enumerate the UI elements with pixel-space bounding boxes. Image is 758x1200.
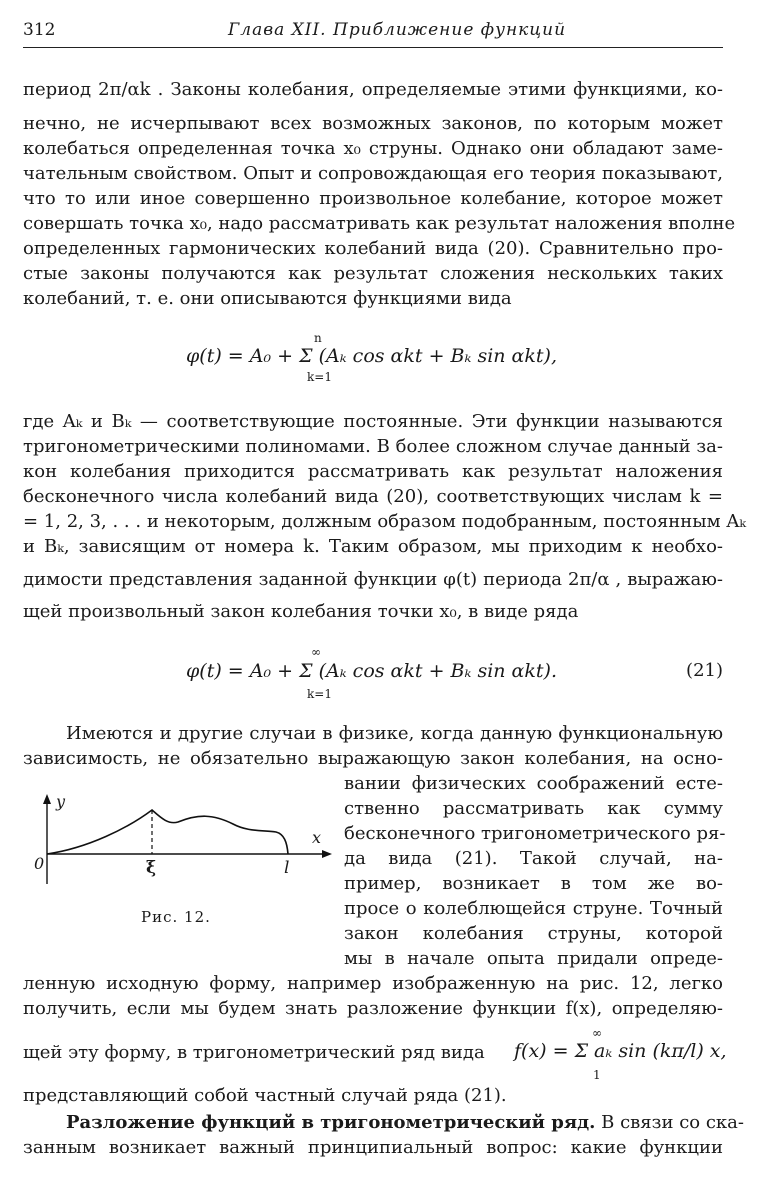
origin-label: 0 xyxy=(34,854,45,873)
text-line: представляющий собой частный случай ряда (21). xyxy=(23,1085,507,1106)
text-line: бесконечного тригонометрического ря- xyxy=(344,823,726,844)
y-axis-label: y xyxy=(56,792,66,811)
text-line: вании физических соображений есте- xyxy=(344,773,723,794)
text-line: получить, если мы будем знать разложение функции f(x), определяю- xyxy=(23,998,723,1019)
sum-upper-limit: n xyxy=(314,331,322,345)
text-line: зависимость, не обязательно выражающую закон колебания, на осно- xyxy=(23,748,723,769)
text-line: колебаться определенная точка x₀ струны. Однако они обладают заме- xyxy=(23,138,723,159)
header-rule xyxy=(23,47,723,48)
formula-text: φ(t) = A₀ + Σ (Aₖ cos αkt + Bₖ sin αkt), xyxy=(186,345,557,367)
xi-label: ξ xyxy=(146,858,157,878)
text-line: нечно, не исчерпывают всех возможных законов, по которым может xyxy=(23,113,723,134)
text-line: димости представления заданной функции φ(t) периода 2π/α , выражаю- xyxy=(23,569,723,590)
text-line: = 1, 2, 3, . . . и некоторым, должным образом подобранным, постоянным Aₖ xyxy=(23,511,746,532)
text-line: что то или иное совершенно произвольное колебание, которое может xyxy=(23,188,723,209)
sum-upper-limit: ∞ xyxy=(311,645,321,659)
figure-caption: Рис. 12. xyxy=(141,908,211,926)
text-line: да вида (21). Такой случай, на- xyxy=(344,848,723,869)
text-line: чательным свойством. Опыт и сопровождающая его теория показывают, xyxy=(23,163,723,184)
section-heading: Разложение функций в тригонометрический ряд. xyxy=(66,1112,596,1133)
x-axis-label: x xyxy=(312,828,322,847)
text-line: совершать точка x₀, надо рассматривать как результат наложения вполне xyxy=(23,213,736,234)
text-line: кон колебания приходится рассматривать как результат наложения xyxy=(23,461,723,482)
sum-lower-limit: k=1 xyxy=(307,687,332,701)
text-line: ленную исходную форму, например изображенную на рис. 12, легко xyxy=(23,973,723,994)
l-label: l xyxy=(284,858,290,878)
text-line: ственно рассматривать как сумму xyxy=(344,798,723,819)
formula-text: φ(t) = A₀ + Σ (Aₖ cos αkt + Bₖ sin αkt). xyxy=(186,660,557,682)
text-line: колебаний, т. е. они описываются функциями вида xyxy=(23,288,512,309)
text-line: закон колебания струны, которой xyxy=(344,923,723,944)
text-line: определенных гармонических колебаний вида (20). Сравнительно про- xyxy=(23,238,723,259)
sum-lower-limit: k=1 xyxy=(307,370,332,384)
equation-number: (21) xyxy=(686,660,723,681)
text-line: щей эту форму, в тригонометрический ряд вида xyxy=(23,1042,485,1063)
string-shape-graph xyxy=(28,792,338,892)
text-line: щей произвольный закон колебания точки x₀, в виде ряда xyxy=(23,601,579,622)
inline-formula: f(x) = Σ aₖ sin (kπ/l) x, xyxy=(514,1040,727,1062)
text-line: где Aₖ и Bₖ — соответствующие постоянные. Эти функции называются xyxy=(23,411,723,432)
page-number: 312 xyxy=(23,20,56,40)
text-line: Разложение функций в тригонометрический ряд. В связи со ска- xyxy=(66,1112,744,1133)
text-line: мы в начале опыта придали опреде- xyxy=(344,948,723,969)
sum-lower-limit: 1 xyxy=(593,1068,601,1082)
text-line: тригонометрическими полиномами. В более сложном случае данный за- xyxy=(23,436,723,457)
sum-upper-limit: ∞ xyxy=(592,1026,602,1040)
text-line: занным возникает важный принципиальный вопрос: какие функции xyxy=(23,1137,723,1158)
text-line: просе о колеблющейся струне. Точный xyxy=(344,898,723,919)
text-line: бесконечного числа колебаний вида (20), соответствующих числам k = xyxy=(23,486,723,507)
text-line: пример, возникает в том же во- xyxy=(344,873,723,894)
figure-12 xyxy=(28,792,338,892)
text-line: Имеются и другие случаи в физике, когда данную функциональную xyxy=(66,723,723,744)
text-line: стые законы получаются как результат сложения нескольких таких xyxy=(23,263,723,284)
chapter-title: Глава XII. Приближение функций xyxy=(228,20,567,40)
text-line: период 2π/αk . Законы колебания, определяемые этими функциями, ко- xyxy=(23,79,723,100)
text-line: и Bₖ, зависящим от номера k. Таким образом, мы приходим к необхо- xyxy=(23,536,723,557)
